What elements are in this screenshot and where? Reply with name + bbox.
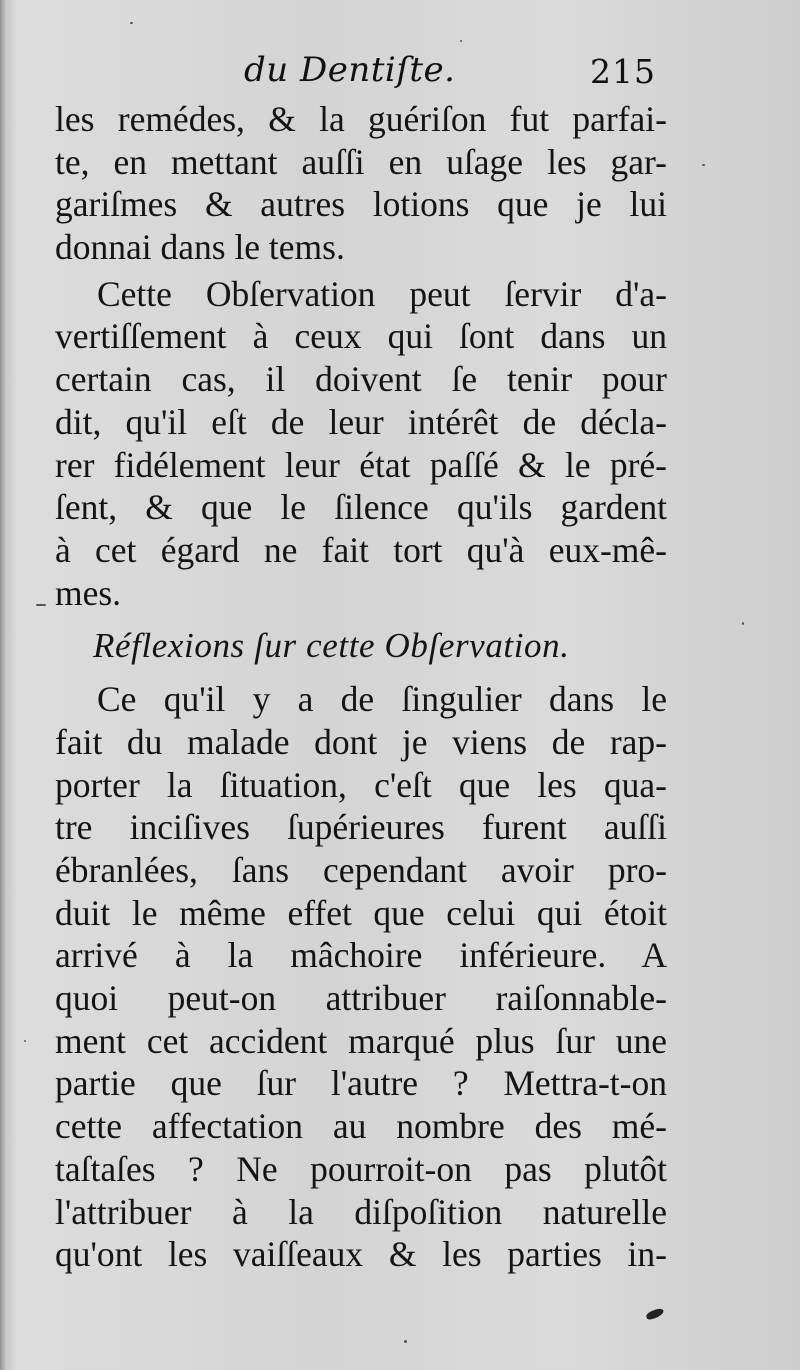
text-line: donnai dans le tems. — [55, 227, 345, 268]
paper-speck — [130, 22, 133, 24]
text-line: fait du malade dont je viens de rap- — [55, 721, 667, 762]
running-title: du Dentiſte. — [244, 50, 456, 90]
text-line: duit le même effet que celui qui étoit — [55, 892, 667, 933]
paper-speck — [460, 40, 462, 42]
body-text — [55, 98, 667, 1276]
text-line: tre inciſives ſupérieures furent auſſi — [55, 807, 667, 848]
paragraph-2 — [55, 273, 667, 615]
text-line: porter la ſituation, c'eſt que les qua- — [55, 764, 667, 805]
page-number: 215 — [590, 52, 656, 91]
text-line: certain cas, il doivent ſe tenir pour — [55, 359, 667, 400]
paper-speck — [742, 622, 744, 625]
text-line: taſtaſes ? Ne pourroit-on pas plutôt — [55, 1148, 667, 1189]
text-line: cette affectation au nombre des mé- — [55, 1106, 667, 1147]
page-header — [0, 46, 800, 98]
text-line: Ce qu'il y a de ſingulier dans le — [97, 679, 667, 720]
text-line: Cette Obſervation peut ſervir d'a- — [97, 273, 667, 314]
text-line: mes. — [55, 572, 122, 613]
text-line: quoi peut-on attribuer raiſonnable- — [55, 978, 667, 1019]
text-line: ment cet accident marqué plus ſur une — [55, 1020, 667, 1061]
paper-speck — [24, 1040, 26, 1042]
text-line: te, en mettant auſſi en uſage les gar- — [55, 141, 667, 182]
paper-speck — [36, 604, 46, 606]
text-line: partie que ſur l'autre ? Mettra-t-on — [55, 1063, 667, 1104]
paragraph-3 — [55, 678, 667, 1276]
ink-smudge — [645, 1307, 665, 1320]
text-line: l'attribuer à la diſpoſition naturelle — [55, 1191, 667, 1232]
section-heading: Réflexions ſur cette Obſervation. — [93, 626, 570, 666]
paper-speck — [404, 1340, 407, 1343]
text-line: gariſmes & autres lotions que je lui — [55, 184, 667, 225]
paragraph-1 — [55, 98, 667, 269]
text-line: rer fidélement leur état paſſé & le pré- — [55, 444, 667, 485]
text-line: vertiſſement à ceux qui ſont dans un — [55, 316, 667, 357]
text-line: dit, qu'il eſt de leur intérêt de décla- — [55, 401, 667, 442]
text-line: qu'ont les vaiſſeaux & les parties in- — [55, 1234, 667, 1275]
text-line: ébranlées, ſans cependant avoir pro- — [55, 850, 667, 890]
text-line: arrivé à la mâchoire inférieure. A — [55, 935, 667, 976]
text-line: ſent, & que le ſilence qu'ils gardent — [55, 487, 667, 528]
paper-speck — [702, 164, 705, 166]
text-line: les remédes, & la guériſon fut parfai- — [55, 99, 667, 139]
text-line: à cet égard ne fait tort qu'à eux-mê- — [55, 529, 667, 570]
